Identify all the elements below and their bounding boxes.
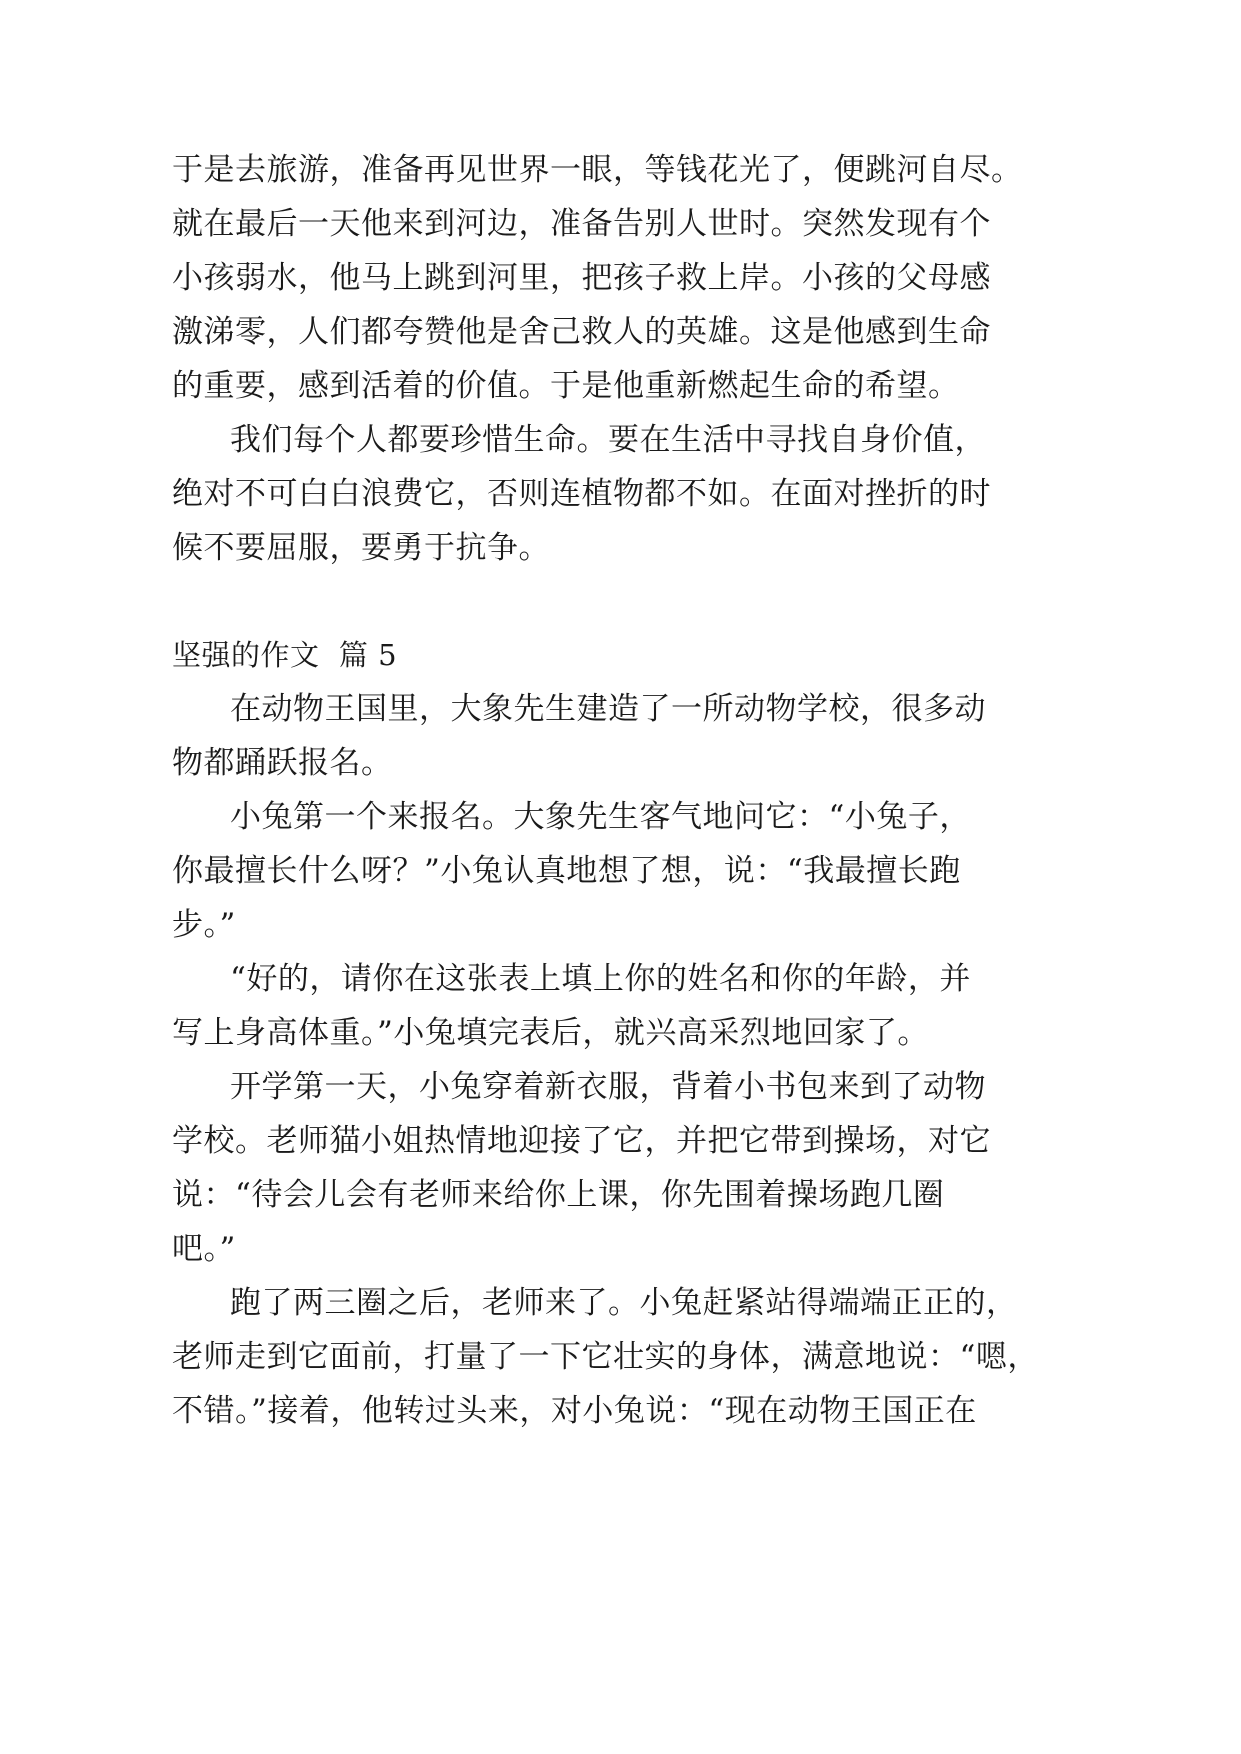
paragraph-first-line: 开学第一天，小兔穿着新衣服，背着小书包来到了动物 bbox=[230, 1069, 986, 1105]
text-line: 小孩弱水，他马上跳到河里，把孩子救上岸。小孩的父母感 bbox=[172, 260, 991, 296]
text-line: 的重要，感到活着的价值。于是他重新燃起生命的希望。 bbox=[172, 368, 960, 404]
text-line: 激涕零，人们都夸赞他是舍己救人的英雄。这是他感到生命 bbox=[172, 314, 991, 350]
text-line: 不错。”接着，他转过头来，对小兔说：“现在动物王国正在 bbox=[172, 1393, 977, 1429]
paragraph-first-line: 跑了两三圈之后，老师来了。小兔赶紧站得端端正正的， bbox=[230, 1285, 1018, 1321]
text-line: 吧。” bbox=[172, 1231, 236, 1267]
text-line: 候不要屈服，要勇于抗争。 bbox=[172, 530, 550, 566]
section-heading: 坚强的作文 篇 5 bbox=[172, 638, 398, 672]
paragraph-first-line: 小兔第一个来报名。大象先生客气地问它：“小兔子， bbox=[230, 799, 971, 835]
text-line: 你最擅长什么呀？”小兔认真地想了想，说：“我最擅长跑 bbox=[172, 853, 961, 889]
paragraph-first-line: “好的，请你在这张表上填上你的姓名和你的年龄，并 bbox=[230, 961, 971, 997]
text-line: 就在最后一天他来到河边，准备告别人世时。突然发现有个 bbox=[172, 206, 991, 242]
text-line: 学校。老师猫小姐热情地迎接了它，并把它带到操场，对它 bbox=[172, 1123, 991, 1159]
text-line: 物都踊跃报名。 bbox=[172, 745, 393, 781]
paragraph-first-line: 在动物王国里，大象先生建造了一所动物学校，很多动 bbox=[230, 691, 986, 727]
text-line: 于是去旅游，准备再见世界一眼，等钱花光了，便跳河自尽。 bbox=[172, 152, 1023, 188]
text-line: 说：“待会儿会有老师来给你上课，你先围着操场跑几圈 bbox=[172, 1177, 945, 1213]
text-line: 写上身高体重。”小兔填完表后，就兴高采烈地回家了。 bbox=[172, 1015, 929, 1051]
text-line: 老师走到它面前，打量了一下它壮实的身体，满意地说：“嗯， bbox=[172, 1339, 1039, 1375]
text-line: 绝对不可白白浪费它，否则连植物都不如。在面对挫折的时 bbox=[172, 476, 991, 512]
paragraph-first-line: 我们每个人都要珍惜生命。要在生活中寻找自身价值， bbox=[230, 422, 986, 458]
text-line: 步。” bbox=[172, 907, 236, 943]
